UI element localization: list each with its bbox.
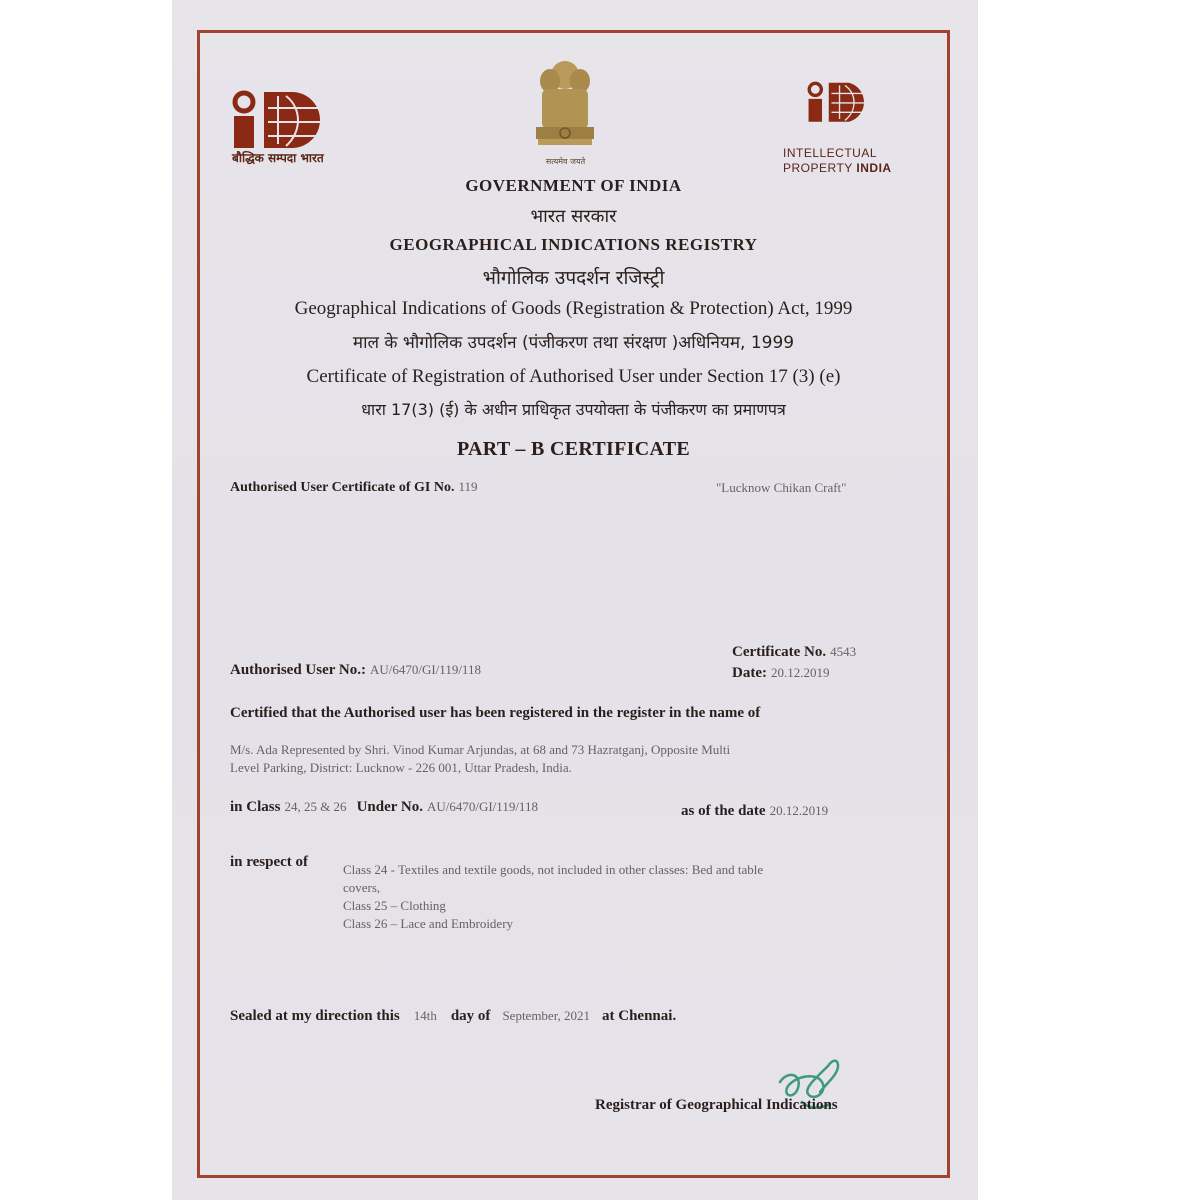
right-logo-caption	[783, 146, 933, 176]
as-of-date-label: as of the date	[681, 803, 766, 819]
day-of-label: day of	[450, 1008, 491, 1024]
left-logo-caption: बौद्धिक सम्पदा भारत	[232, 151, 324, 165]
registrar-title: Registrar of Geographical Indications	[595, 1097, 838, 1113]
gi-name: "Lucknow Chikan Craft"	[716, 480, 847, 495]
part-b-title: PART – B CERTIFICATE	[457, 438, 690, 460]
certificate-border	[197, 30, 950, 1178]
registrant-address-line2: Level Parking, District: Lucknow - 226 001, Uttar Pradesh, India.	[230, 760, 572, 775]
government-heading-hindi: भारत सरकार	[530, 206, 617, 227]
gi-number-row	[230, 478, 478, 496]
registrant-address-line1: M/s. Ada Represented by Shri. Vinod Kumar Arjundas, at 68 and 73 Hazratganj, Opposite Multi	[230, 742, 731, 757]
ip-logo-icon	[783, 80, 923, 146]
sealed-day: 14th	[413, 1008, 437, 1023]
certificate-number-row	[732, 643, 856, 661]
certified-statement: Certified that the Authorised user has been registered in the register in the name of	[230, 705, 761, 721]
sealed-place: at Chennai.	[602, 1008, 677, 1024]
right-logo-caption-property: PROPERTY	[783, 161, 853, 175]
goods-class-item: Class 24 - Textiles and textile goods, not included in other classes: Bed and table	[343, 862, 764, 877]
authorised-user-label: Authorised User No.:	[230, 662, 366, 678]
authorised-user-value: AU/6470/GI/119/118	[369, 662, 481, 677]
registry-heading: GEOGRAPHICAL INDICATIONS REGISTRY	[389, 235, 758, 254]
under-number-label: Under No.	[356, 799, 423, 815]
authorised-user-row	[230, 661, 481, 679]
goods-classes-list	[343, 861, 883, 933]
certificate-number-label: Certificate No.	[732, 644, 827, 660]
under-number-value: AU/6470/GI/119/118	[426, 799, 538, 814]
as-of-date-row	[681, 802, 828, 820]
class-row	[230, 798, 538, 816]
certificate-type: Certificate of Registration of Authorised User under Section 17 (3) (e)	[306, 366, 841, 387]
certificate-date-value: 20.12.2019	[770, 665, 830, 680]
certificate-date-row	[732, 664, 829, 682]
right-logo-caption-line2	[783, 161, 933, 176]
certificate-number-value: 4543	[830, 644, 857, 659]
certificate-date-label: Date:	[732, 665, 767, 681]
in-respect-of-label: in respect of	[230, 854, 309, 870]
act-title-hindi: माल के भौगोलिक उपदर्शन (पंजीकरण तथा संरक्षण )अधिनियम, 1999	[352, 333, 795, 353]
state-emblem-icon	[528, 55, 603, 170]
registrant-address	[230, 740, 900, 778]
goods-class-item: Class 25 – Clothing	[343, 898, 446, 913]
goods-class-item: covers,	[343, 880, 381, 895]
certificate-type-hindi: धारा 17(3) (ई) के अधीन प्राधिकृत उपयोक्ता के पंजीकरण का प्रमाणपत्र	[361, 400, 786, 419]
sealed-statement	[230, 1007, 676, 1025]
government-heading: GOVERNMENT OF INDIA	[465, 176, 682, 195]
right-logo-caption-line1: INTELLECTUAL	[783, 146, 878, 160]
emblem-caption: सत्यमेव जयते	[545, 157, 586, 166]
class-value: 24, 25 & 26	[284, 799, 347, 814]
sealed-month: September, 2021	[502, 1008, 591, 1023]
sealed-label: Sealed at my direction this	[230, 1008, 400, 1024]
gi-number-value: 119	[458, 479, 478, 494]
act-title: Geographical Indications of Goods (Registration & Protection) Act, 1999	[294, 298, 853, 319]
registry-heading-hindi: भौगोलिक उपदर्शन रजिस्ट्री	[482, 267, 665, 289]
gi-number-label: Authorised User Certificate of GI No.	[230, 480, 455, 495]
right-logo-caption-india: INDIA	[856, 161, 892, 175]
as-of-date-value: 20.12.2019	[769, 803, 829, 818]
goods-class-item: Class 26 – Lace and Embroidery	[343, 916, 514, 931]
class-label: in Class	[230, 799, 281, 815]
